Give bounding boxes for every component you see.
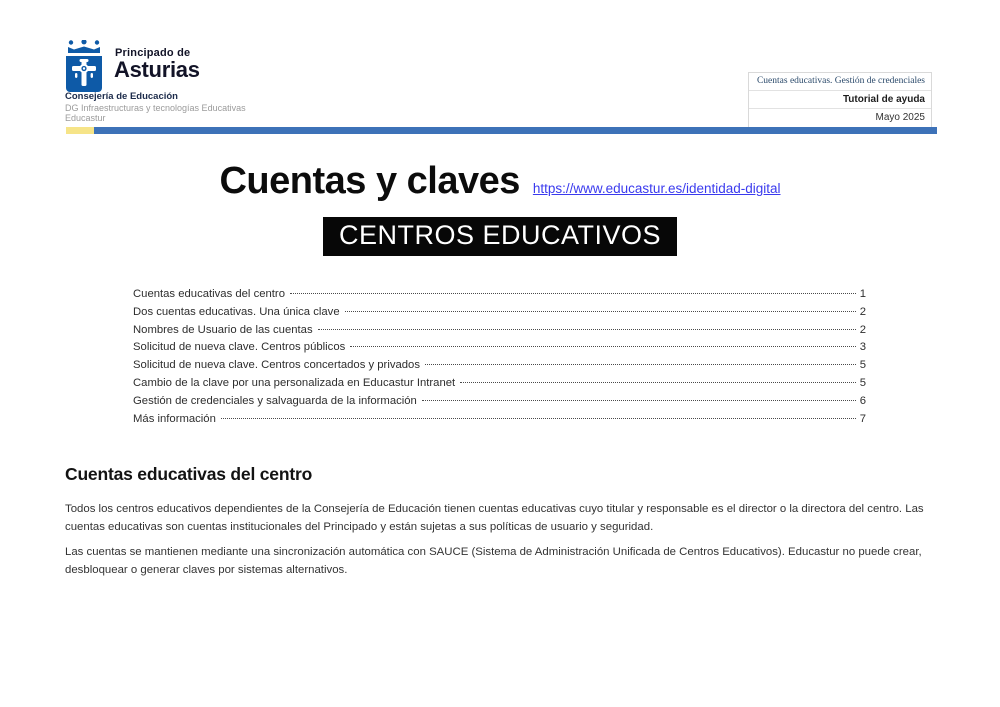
meta-date: Mayo 2025 — [875, 112, 925, 123]
section-heading: Cuentas educativas del centro — [65, 464, 313, 484]
toc-entry[interactable] — [133, 341, 866, 359]
identidad-digital-link[interactable]: https://www.educastur.es/identidad-digital — [532, 181, 781, 196]
logo-text-asturias: Asturias — [114, 57, 200, 82]
toc-dot-leader — [221, 418, 856, 419]
educastur-label: Educastur — [65, 113, 106, 123]
toc-entry-page-number: 5 — [859, 359, 866, 372]
dg-unit-name: DG Infraestructuras y tecnologías Educativas — [65, 102, 246, 113]
body-paragraph-1: Todos los centros educativos dependientes de la Consejería de Educación tienen cuentas educativas cuyo titular y responsable es el director o la directora del centro. Las cuentas educativas son cuentas institucionales del Principado y están sujetas a sus políticas de usuario y seguridad. — [65, 503, 924, 534]
toc-dot-leader — [350, 346, 855, 347]
header-rule-bar — [66, 127, 937, 134]
toc-entry[interactable] — [133, 377, 866, 395]
toc-dot-leader — [422, 400, 856, 401]
toc-entry-label[interactable]: Gestión de credenciales y salvaguarda de la información — [133, 394, 417, 407]
department-name: Consejería de Educación — [65, 91, 178, 102]
rule-bar-blue-segment — [94, 127, 937, 134]
toc-entry-label[interactable]: Cuentas educativas del centro — [133, 288, 285, 300]
body-paragraph-2: Las cuentas se mantienen mediante una sincronización automática con SAUCE (Sistema de Administración Unificada de Centros Educativos). Educastur no puede crear, desbloquear o generar claves por sistemas alternativos. — [65, 546, 922, 577]
toc-entry-page-number: 3 — [859, 341, 866, 354]
rule-bar-yellow-segment — [66, 127, 94, 134]
toc-dot-leader — [425, 364, 856, 365]
toc-dot-leader — [290, 293, 856, 294]
toc-entry-label[interactable]: Nombres de Usuario de las cuentas — [133, 323, 313, 336]
toc-entry[interactable] — [133, 359, 866, 377]
toc-entry[interactable] — [133, 413, 866, 431]
toc-entry-label[interactable]: Solicitud de nueva clave. Centros públicos — [133, 341, 346, 354]
toc-entry-page-number: 1 — [859, 288, 866, 300]
toc-dot-leader — [345, 311, 856, 312]
toc-entry-label[interactable]: Solicitud de nueva clave. Centros concertados y privados — [133, 359, 420, 372]
toc-entry-page-number: 7 — [859, 412, 866, 425]
toc-entry[interactable] — [133, 306, 866, 324]
toc-entry[interactable] — [133, 395, 866, 413]
toc-dot-leader — [318, 329, 856, 330]
toc-entry[interactable] — [133, 324, 866, 342]
logo-text-principado: Principado de — [115, 47, 191, 59]
page-title: Cuentas y claves — [219, 160, 520, 202]
toc-entry-page-number: 6 — [859, 394, 866, 407]
centros-educativos-banner: CENTROS EDUCATIVOS — [323, 217, 677, 256]
toc-entry[interactable] — [133, 288, 866, 306]
meta-doc-type: Tutorial de ayuda — [749, 91, 931, 109]
toc-entry-label[interactable]: Cambio de la clave por una personalizada en Educastur Intranet — [133, 376, 456, 389]
toc-dot-leader — [460, 382, 856, 383]
toc-entry-label[interactable]: Dos cuentas educativas. Una única clave — [133, 305, 340, 318]
toc-entry-label[interactable]: Más información — [133, 412, 216, 425]
meta-subject: Cuentas educativas. Gestión de credenciales — [749, 73, 931, 91]
toc-entry-page-number: 2 — [859, 323, 866, 336]
document-meta-box — [748, 72, 932, 128]
toc-entry-page-number: 2 — [859, 305, 866, 318]
toc-entry-page-number: 5 — [859, 376, 866, 389]
table-of-contents — [133, 288, 866, 430]
